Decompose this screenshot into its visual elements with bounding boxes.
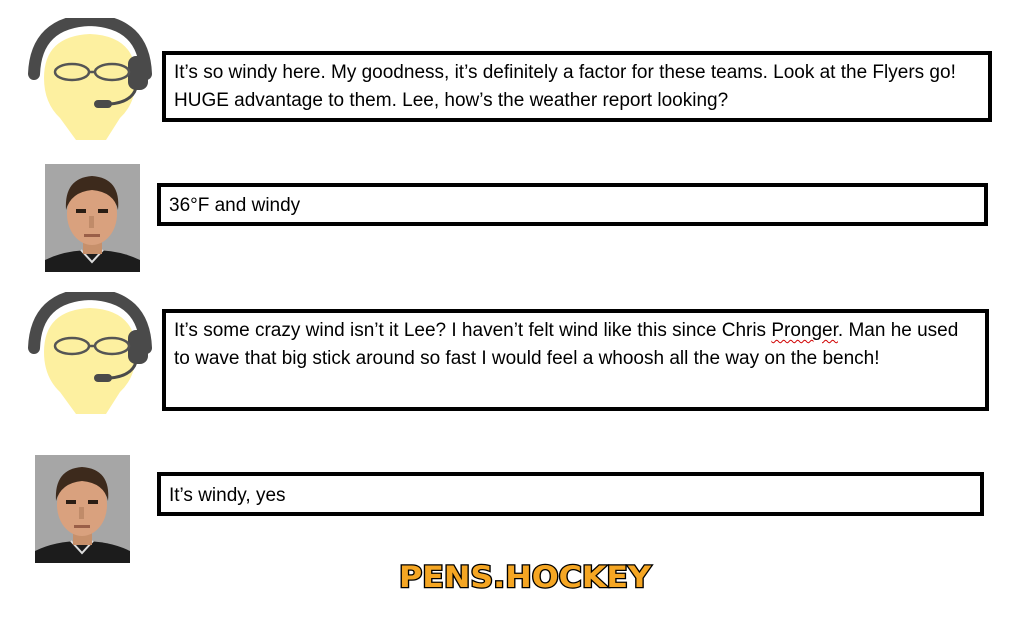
dialogue-bubble-4 (157, 472, 984, 516)
player-portrait (35, 455, 130, 563)
dialogue-bubble-3 (162, 309, 989, 411)
dialogue-text-3-end: . Man he used to wave that big stick around so fast I would feel a whoosh all the way on the bench! (174, 320, 959, 369)
commentator-avatar-icon (28, 18, 158, 148)
dialogue-bubble-1 (162, 51, 992, 122)
spellcheck-marked-word: Pronger (771, 320, 838, 341)
dialogue-text-4: It’s windy, yes (169, 485, 286, 506)
pens-hockey-logo (395, 556, 655, 596)
commentator-avatar-icon (28, 292, 158, 422)
dialogue-text-2: 36°F and windy (169, 195, 301, 216)
dialogue-text-3-start: It’s some crazy wind isn’t it Lee? I haven’t felt wind like this since Chris (174, 320, 772, 341)
dialogue-bubble-2 (157, 183, 988, 226)
logo-text: PENS.HOCKEY (399, 560, 653, 594)
player-portrait (45, 164, 140, 272)
dialogue-text-1: It’s so windy here. My goodness, it’s definitely a factor for these teams. Look at the Flyers go! HUGE advantage to them. Lee, how’s the weather report looking? (174, 62, 956, 111)
